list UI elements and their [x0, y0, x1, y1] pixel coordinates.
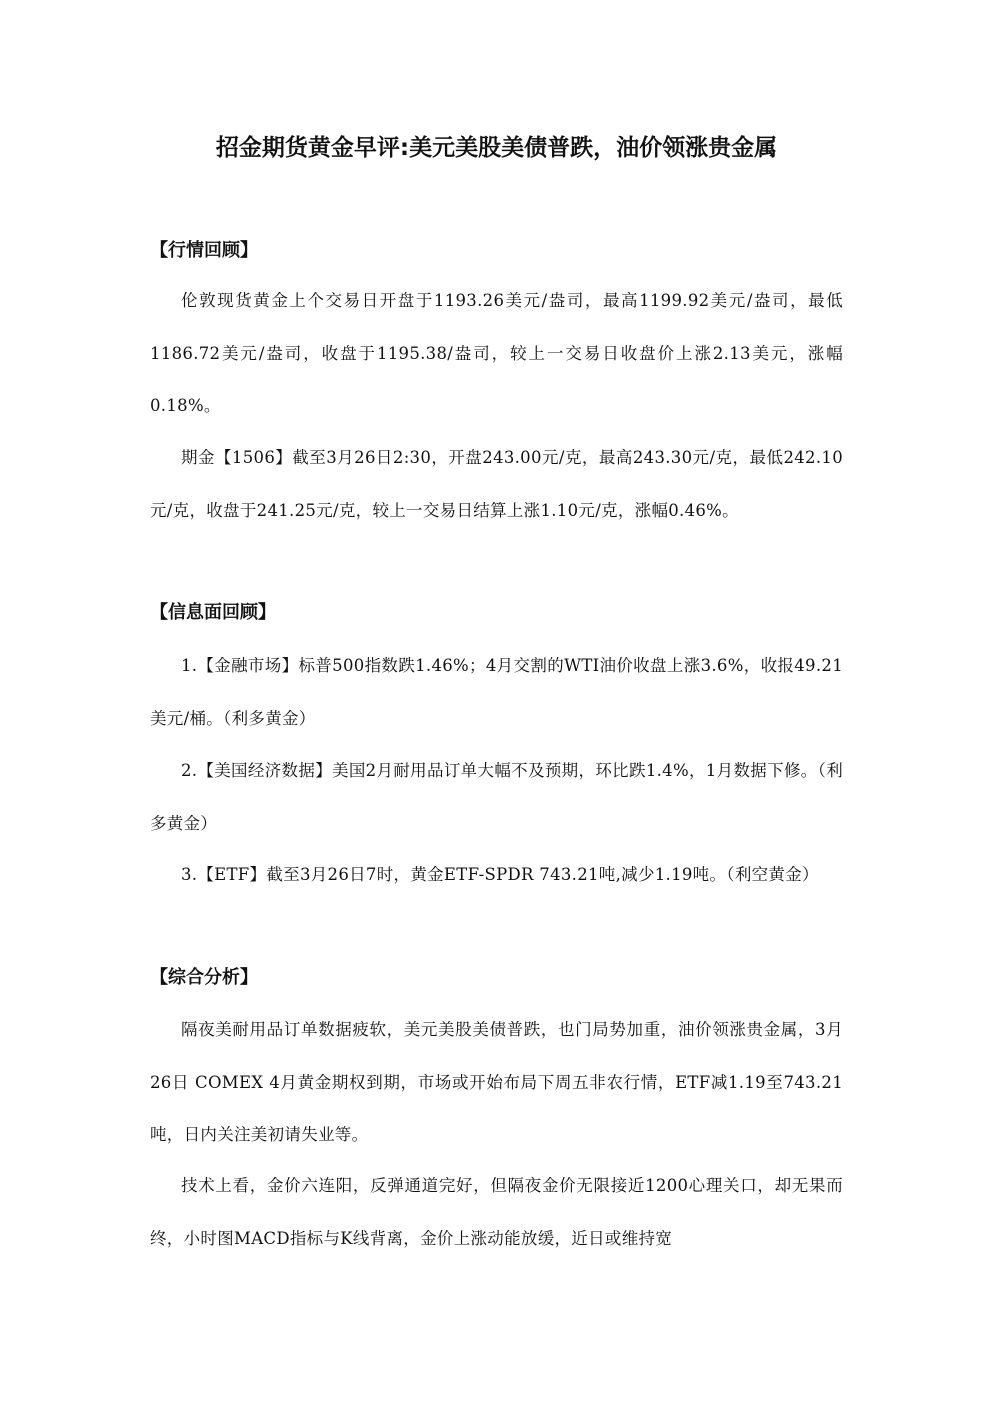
news-item-financial-market: 1.【金融市场】标普500指数跌1.46%；4月交割的WTI油价收盘上涨3.6%，收报49.21美元/桶。（利多黄金） — [150, 656, 843, 728]
paragraph-technical-analysis: 技术上看，金价六连阳，反弹通道完好，但隔夜金价无限接近1200心理关口，却无果而终，小时图MACD指标与K线背离，金价上涨动能放缓，近日或维持宽 — [150, 1176, 843, 1248]
document-title: 招金期货黄金早评:美元美股美债普跌，油价领涨贵金属 — [215, 135, 778, 161]
paragraph-overnight-analysis: 隔夜美耐用品订单数据疲软，美元美股美债普跌，也门局势加重，油价领涨贵金属，3月26日 COMEX 4月黄金期权到期，市场或开始布局下周五非农行情，ETF减1.19至743.21吨，日内关注美初请失业等。 — [150, 1020, 843, 1144]
section-heading-analysis: 【综合分析】 — [150, 967, 258, 988]
news-item-etf: 3.【ETF】截至3月26日7时，黄金ETF-SPDR 743.21吨,减少1.19吨。（利空黄金） — [181, 865, 819, 884]
paragraph-gold-futures: 期金【1506】截至3月26日2:30，开盘243.00元/克，最高243.30元/克，最低242.10元/克，收盘于241.25元/克，较上一交易日结算上涨1.10元/克，涨幅0.46%。 — [150, 448, 843, 520]
news-item-us-economic-data: 2.【美国经济数据】美国2月耐用品订单大幅不及预期，环比跌1.4%，1月数据下修。（利多黄金） — [150, 761, 843, 833]
section-heading-market-review: 【行情回顾】 — [150, 240, 258, 261]
section-heading-news-review: 【信息面回顾】 — [150, 602, 276, 623]
paragraph-london-spot-gold: 伦敦现货黄金上个交易日开盘于1193.26美元/盎司，最高1199.92美元/盎司，最低1186.72美元/盎司，收盘于1195.38/盎司，较上一交易日收盘价上涨2.13美元，涨幅0.18%。 — [150, 291, 843, 415]
